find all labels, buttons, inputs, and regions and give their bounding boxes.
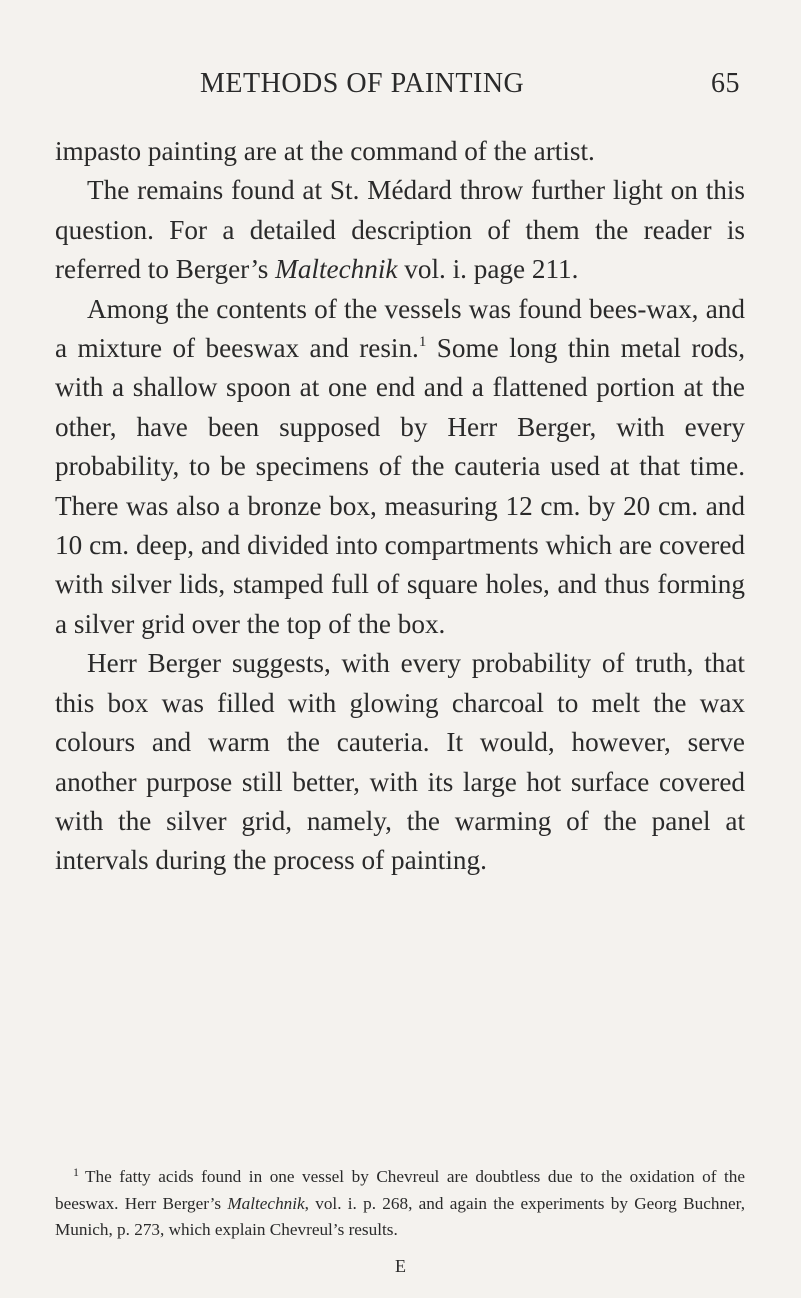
maltechnik-title: Maltechnik xyxy=(275,254,398,285)
page-number: 65 xyxy=(711,68,740,99)
body-text xyxy=(55,132,745,881)
running-title: METHODS OF PAINTING xyxy=(200,68,525,99)
footnote-mark: 1 xyxy=(73,1165,79,1179)
paragraph-3-text-a: Among the contents of the vessels was found bees-wax, and a mixture of beeswax and resin. xyxy=(55,293,745,364)
paragraph-2 xyxy=(55,171,745,289)
footnote-text-a: The fatty acids found in one vessel by Chevreul are doubtless due to the oxidation of the beeswax. Herr Berger’s xyxy=(55,1167,745,1213)
paragraph-1: impasto painting are at the command of the artist. xyxy=(55,136,595,166)
footnote-maltechnik-title: Maltechnik xyxy=(227,1193,305,1213)
footnote-text-b: , vol. i. p. 268, and again the experiments by Georg Buchner, Munich, p. 273, which explain Chevreul’s results. xyxy=(55,1193,745,1239)
paragraph-3 xyxy=(55,290,745,645)
footnote xyxy=(55,1159,745,1244)
signature-mark: E xyxy=(395,1256,406,1276)
paragraph-2-text-a: The remains found at St. Médard throw further light on this question. For a detailed description of them the reader is referred to Berger’s xyxy=(55,175,745,285)
paragraph-3-text-b: Some long thin metal rods, with a shallow spoon at one end and a flattened portion at the other, have been supposed by Herr Berger, with every probability, to be specimens of the cauteria used at that time. There was also a bronze box, measuring 12 cm. by 20 cm. and 10 cm. deep, and divided into compartments which are covered with silver lids, stamped full of square holes, and thus forming a silver grid over the top of the box. xyxy=(55,333,745,639)
paragraph-2-text-b: vol. i. page 211. xyxy=(397,254,579,285)
footnote-reference[interactable]: 1 xyxy=(418,334,427,351)
paragraph-4: Herr Berger suggests, with every probability of truth, that this box was filled with glowing charcoal to melt the wax colours and warm the cauteria. It would, however, serve another purpose still better, with its large hot surface covered with the silver grid, namely, the warming of the panel at intervals during the process of painting. xyxy=(55,648,745,876)
running-header xyxy=(200,68,740,108)
